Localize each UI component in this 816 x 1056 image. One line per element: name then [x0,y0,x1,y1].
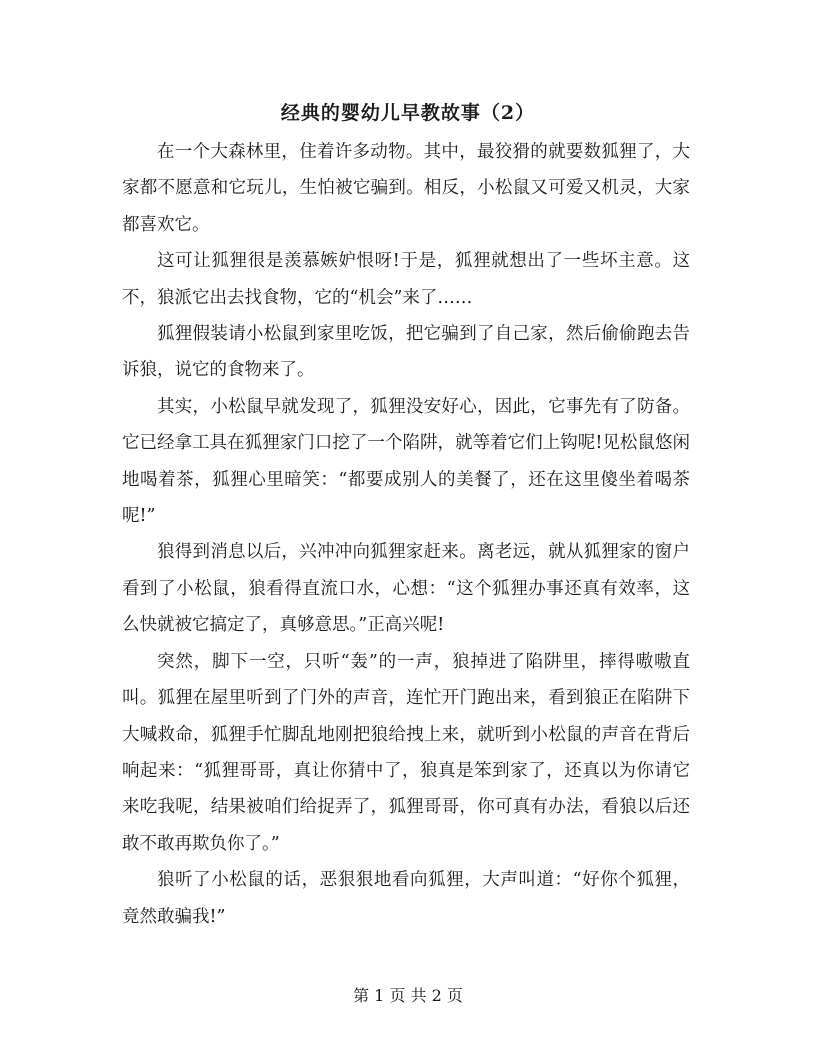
story-body [122,134,690,935]
paragraph-7: 狼听了小松鼠的话，恶狠狠地看向狐狸，大声叫道：“好你个狐狸，竟然敢骗我!” [122,870,690,927]
paragraph-2: 这可让狐狸很是羡慕嫉妒恨呀!于是，狐狸就想出了一些坏主意。这不，狼派它出去找食物，它的“机会”来了…… [122,251,690,308]
paragraph-6: 突然，脚下一空，只听“轰”的一声，狼掉进了陷阱里，摔得嗷嗷直叫。狐狸在屋里听到了门外的声音，连忙开门跑出来，看到狼正在陷阱下大喊救命，狐狸手忙脚乱地刚把狼给拽上来，就听到小松鼠的声音在背后响起来：“狐狸哥哥，真让你猜中了，狼真是笨到家了，还真以为你请它来吃我呢，结果被咱们给捉弄了，狐狸哥哥，你可真有办法，看狼以后还敢不敢再欺负你了。” [122,651,690,854]
paragraph-5: 狼得到消息以后，兴冲冲向狐狸家赶来。离老远，就从狐狸家的窗户看到了小松鼠，狼看得直流口水，心想：“这个狐狸办事还真有效率，这么快就被它搞定了，真够意思。”正高兴呢! [122,542,690,636]
paragraph-4: 其实，小松鼠早就发现了，狐狸没安好心，因此，它事先有了防备。它已经拿工具在狐狸家门口挖了一个陷阱，就等着它们上钩呢!见松鼠悠闲地喝着茶，狐狸心里暗笑：“都要成别人的美餐了，还在这里傻坐着喝茶呢!” [122,396,690,527]
page-indicator: 第 1 页 共 2 页 [353,986,463,1005]
paragraph-3: 狐狸假装请小松鼠到家里吃饭，把它骗到了自己家，然后偷偷跑去告诉狼，说它的食物来了。 [122,324,690,381]
document-title: 经典的婴幼儿早教故事（2） [280,102,536,124]
paragraph-1: 在一个大森林里，住着许多动物。其中，最狡猾的就要数狐狸了，大家都不愿意和它玩儿，生怕被它骗到。相反，小松鼠又可爱又机灵，大家都喜欢它。 [122,142,690,235]
